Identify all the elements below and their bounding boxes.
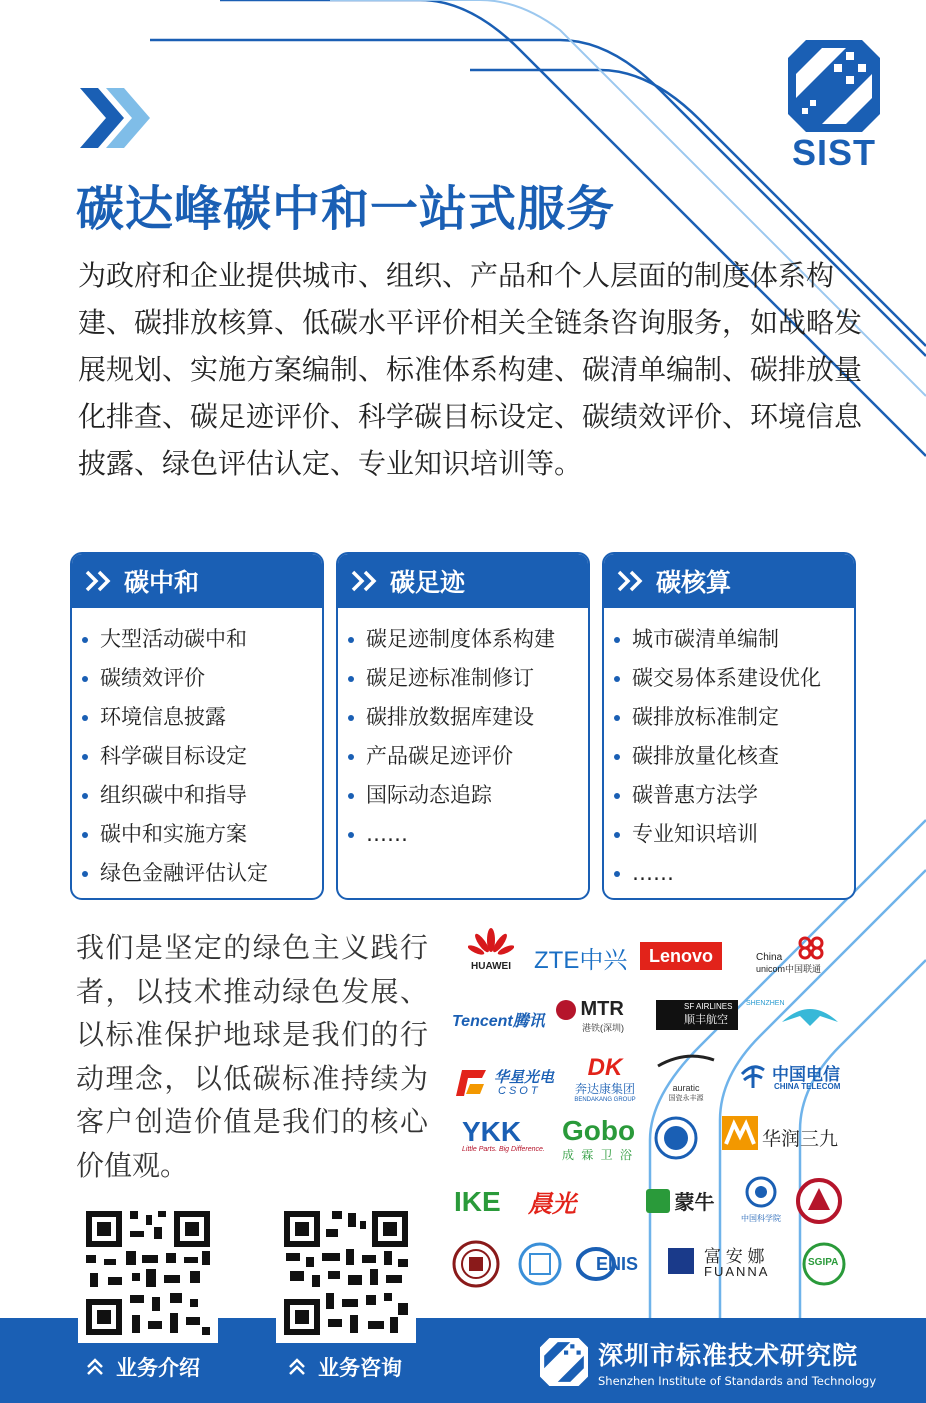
qr-code-icon xyxy=(78,1203,218,1343)
list-item: 碳排放量化核查 xyxy=(614,737,854,776)
chevron-up-icon xyxy=(288,1358,306,1376)
list-item: 国际动态追踪 xyxy=(348,776,588,815)
card-carbon-accounting xyxy=(602,552,856,900)
qr-code-icon xyxy=(276,1203,416,1343)
chevron-right-icon xyxy=(84,570,114,592)
sgipa-logo: SGIPA xyxy=(802,1242,846,1286)
institute-brand xyxy=(540,1336,876,1388)
cas-emblem-icon xyxy=(745,1176,777,1208)
gobo-logo: Gobo 成 霖 卫 浴 xyxy=(562,1115,636,1162)
qr-code-consult[interactable] xyxy=(276,1203,416,1343)
china-telecom-logo: 中国电信 CHINA TELECOM xyxy=(738,1060,848,1100)
benkang-logo: DK 奔达康集团 BENDAKANG GROUP xyxy=(574,1054,636,1103)
csot-mark-icon xyxy=(452,1066,490,1100)
tencent-logo: Tencent腾讯 xyxy=(452,1013,545,1030)
card-list xyxy=(72,608,322,893)
logo-text: SIST xyxy=(791,132,876,173)
fuanna-logo: 富 安 娜 FUANNA xyxy=(668,1242,788,1282)
page-title: 碳达峰碳中和一站式服务 xyxy=(76,181,616,237)
ike-logo: IKE xyxy=(454,1186,501,1217)
card-list xyxy=(604,608,854,893)
mission-statement: 我们是坚定的绿色主义践行者，以技术推动绿色发展、以标准保护地球是我们的行动理念，以低碳标准持续为客户创造价值是我们的核心价值观。 xyxy=(76,931,428,1182)
cas-logo: 中国科学院 xyxy=(734,1176,788,1226)
red-seal-icon xyxy=(796,1178,842,1224)
card-title: 碳中和 xyxy=(124,568,200,597)
intro-paragraph: 为政府和企业提供城市、组织、产品和个人层面的制度体系构建、碳排放核算、低碳水平评价相关全链条咨询服务，如战略发展规划、实施方案编制、标准体系构建、碳清单编制、碳排放量化排查、碳足迹评价、科学碳目标设定、碳绩效评价、环境信息披露、绿色评估认定、专业知识培训等。 xyxy=(78,259,863,480)
square-seal-icon xyxy=(518,1242,562,1286)
qr-caption-consult: 业务咨询 xyxy=(288,1352,402,1382)
ykk-logo: YKK Little Parts. Big Difference. xyxy=(462,1116,545,1153)
qr-code-intro[interactable] xyxy=(78,1203,218,1343)
service-cards xyxy=(70,552,858,902)
list-item: 城市碳清单编制 xyxy=(614,620,854,659)
university-seal-logo xyxy=(452,1240,502,1290)
list-item: …… xyxy=(614,854,854,893)
square-seal-logo xyxy=(518,1242,562,1286)
huawei-petals-icon xyxy=(468,928,514,958)
red-seal-logo xyxy=(796,1178,842,1224)
csot-logo: 华星光电 CSOT xyxy=(452,1066,562,1106)
card-carbon-footprint xyxy=(336,552,590,900)
chevron-up-icon xyxy=(86,1358,104,1376)
list-item: 碳排放数据库建设 xyxy=(348,698,588,737)
list-item: 碳普惠方法学 xyxy=(614,776,854,815)
university-seal-icon xyxy=(452,1240,500,1288)
unicom-knot-icon xyxy=(796,934,826,962)
chenguang-logo: 晨光 xyxy=(528,1191,576,1218)
list-item: 产品碳足迹评价 xyxy=(348,737,588,776)
card-header xyxy=(604,554,854,608)
card-title: 碳核算 xyxy=(656,568,732,597)
auratic-arc-icon xyxy=(656,1054,716,1068)
sist-emblem-icon xyxy=(788,40,880,132)
card-title: 碳足迹 xyxy=(390,568,466,597)
institute-name-cn: 深圳市标准技术研究院 xyxy=(598,1341,859,1370)
crc-999-logo: 华润三九 xyxy=(722,1116,848,1156)
telecom-swirl-icon xyxy=(738,1060,768,1090)
double-chevron-icon xyxy=(80,88,152,148)
enis-logo: ENIS xyxy=(576,1246,652,1282)
shenzhen-airlines-wing-icon xyxy=(780,1002,840,1028)
card-header xyxy=(338,554,588,608)
list-item: 环境信息披露 xyxy=(82,698,322,737)
sf-airlines-logo: SF AIRLINES 顺丰航空 xyxy=(656,1000,738,1030)
list-item: 绿色金融评估认定 xyxy=(82,854,322,893)
card-header xyxy=(72,554,322,608)
crc-mark-icon xyxy=(722,1116,758,1150)
blue-seal-icon xyxy=(654,1116,698,1160)
chevron-right-icon xyxy=(350,570,380,592)
sist-logo xyxy=(788,40,880,174)
card-list xyxy=(338,608,588,854)
list-item: 碳交易体系建设优化 xyxy=(614,659,854,698)
list-item: 科学碳目标设定 xyxy=(82,737,322,776)
mengniu-logo: 蒙牛 xyxy=(646,1186,722,1218)
card-carbon-neutral xyxy=(70,552,324,900)
zte-logo: ZTE中兴 xyxy=(534,947,628,974)
list-item: 组织碳中和指导 xyxy=(82,776,322,815)
lenovo-logo: Lenovo xyxy=(640,942,722,970)
list-item: 碳绩效评价 xyxy=(82,659,322,698)
shenzhen-airlines-logo: SHENZHEN xyxy=(746,1000,842,1030)
china-unicom-logo: China unicom中国联通 xyxy=(754,934,838,974)
mtr-logo: MTR 港铁(深圳) xyxy=(556,998,646,1034)
list-item: …… xyxy=(348,815,588,854)
list-item: 碳足迹标准制修订 xyxy=(348,659,588,698)
list-item: 碳排放标准制定 xyxy=(614,698,854,737)
auratic-logo: auratic 国瓷永丰源 xyxy=(654,1054,718,1104)
huawei-logo: HUAWEI xyxy=(466,928,516,972)
chevron-right-icon xyxy=(616,570,646,592)
sist-emblem-icon xyxy=(540,1338,588,1386)
circular-seal-logo xyxy=(654,1116,698,1160)
list-item: 专业知识培训 xyxy=(614,815,854,854)
list-item: 大型活动碳中和 xyxy=(82,620,322,659)
qr-caption-intro: 业务介绍 xyxy=(86,1352,200,1382)
institute-name-en: Shenzhen Institute of Standards and Technology xyxy=(598,1374,877,1388)
list-item: 碳中和实施方案 xyxy=(82,815,322,854)
list-item: 碳足迹制度体系构建 xyxy=(348,620,588,659)
